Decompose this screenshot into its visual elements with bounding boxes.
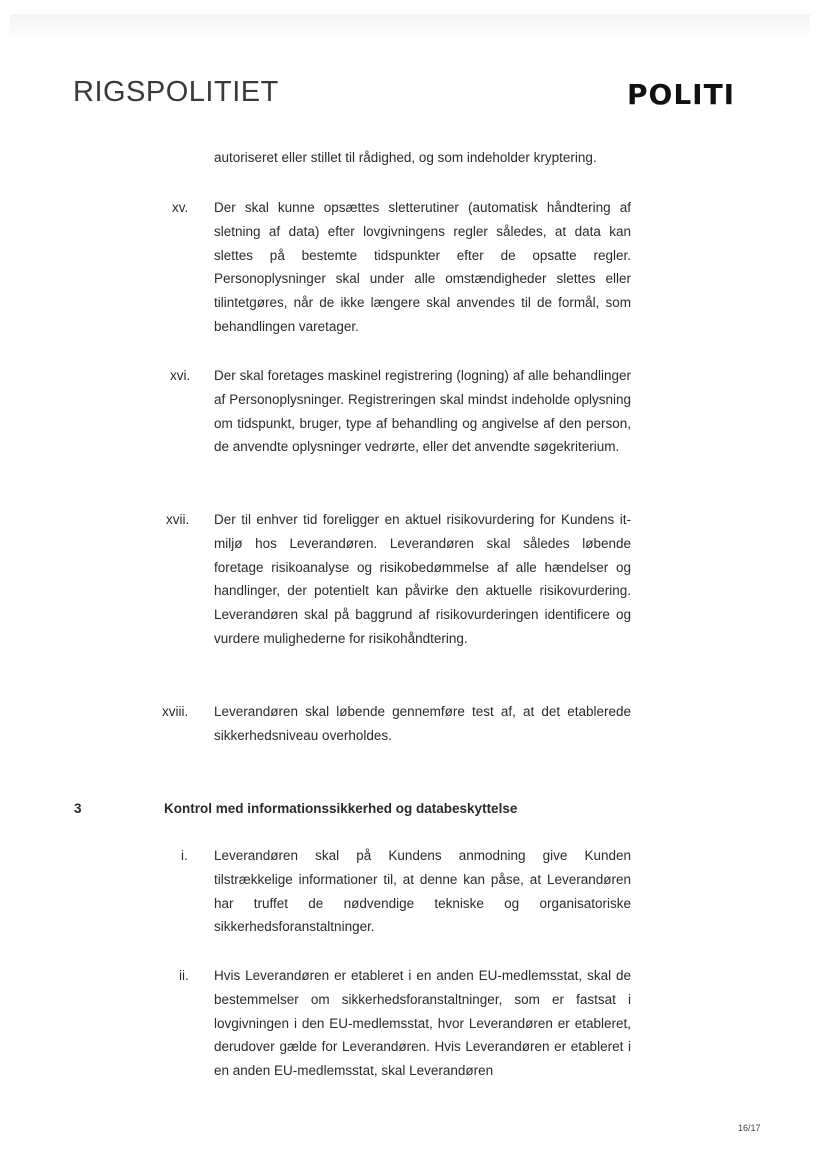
org-name: RIGSPOLITIET [73, 76, 279, 108]
item-text: Leverandøren skal løbende gennemføre test af, at det etablerede sikkerhedsniveau overholdes. [214, 704, 631, 743]
section-number: 3 [74, 801, 82, 816]
scan-shadow [10, 14, 810, 40]
paragraph-continuation: autoriseret eller stillet til rådighed, og som indeholder kryptering. [214, 150, 597, 165]
politi-logo: POLITI [627, 78, 736, 111]
item-text: Leverandøren skal på Kundens anmodning give Kunden tilstrækkelige informationer til, at denne kan påse, at Leverandøren har truffet de nødvendige tekniske og organisatoriske sikkerhedsforanstaltninger. [214, 848, 631, 935]
section-title: Kontrol med informationssikkerhed og databeskyttelse [164, 801, 518, 816]
item-numeral: xvii. [166, 512, 190, 527]
item-numeral: xviii. [162, 704, 189, 719]
page-number: 16/17 [738, 1123, 761, 1133]
item-text: Der skal kunne opsættes sletterutiner (automatisk håndtering af sletning af data) efter lovgivningens regler således, at data kan slettes på bestemte tidspunkter efter de opsatte regler. Personoplysninger skal under alle omstændigheder slettes eller tilintetgøres, når de ikke længere skal anvendes til de formål, som behandlingen varetager. [214, 200, 631, 334]
item-text: Der til enhver tid foreligger en aktuel risikovurdering for Kundens it-miljø hos Leverandøren. Leverandøren skal således løbende foretage risikoanalyse og risikobedømmelse af alle hændelser og handlinger, der potentielt kan påvirke den aktuelle risikovurdering. Leverandøren skal på baggrund af risikovurderingen identificere og vurdere mulighederne for risikohåndtering. [214, 512, 631, 646]
item-numeral: xvi. [170, 368, 191, 383]
item-numeral: ii. [179, 968, 189, 983]
item-numeral: xv. [172, 200, 189, 215]
item-text: Hvis Leverandøren er etableret i en anden EU-medlemsstat, skal de bestemmelser om sikkerhedsforanstaltninger, som er fastsat i lovgivningen i den EU-medlemsstat, hvor Leverandøren er etableret, derudover gælde for Leverandøren. Hvis Leverandøren er etableret i en anden EU-medlemsstat, skal Leverandøren [214, 968, 631, 1079]
item-text: Der skal foretages maskinel registrering (logning) af alle behandlinger af Personoplysninger. Registreringen skal mindst indeholde oplysning om tidspunkt, bruger, type af behandling og angivelse af den person, de anvendte oplysninger vedrørte, eller det anvendte søgekriterium. [214, 368, 631, 455]
item-numeral: i. [181, 848, 188, 863]
